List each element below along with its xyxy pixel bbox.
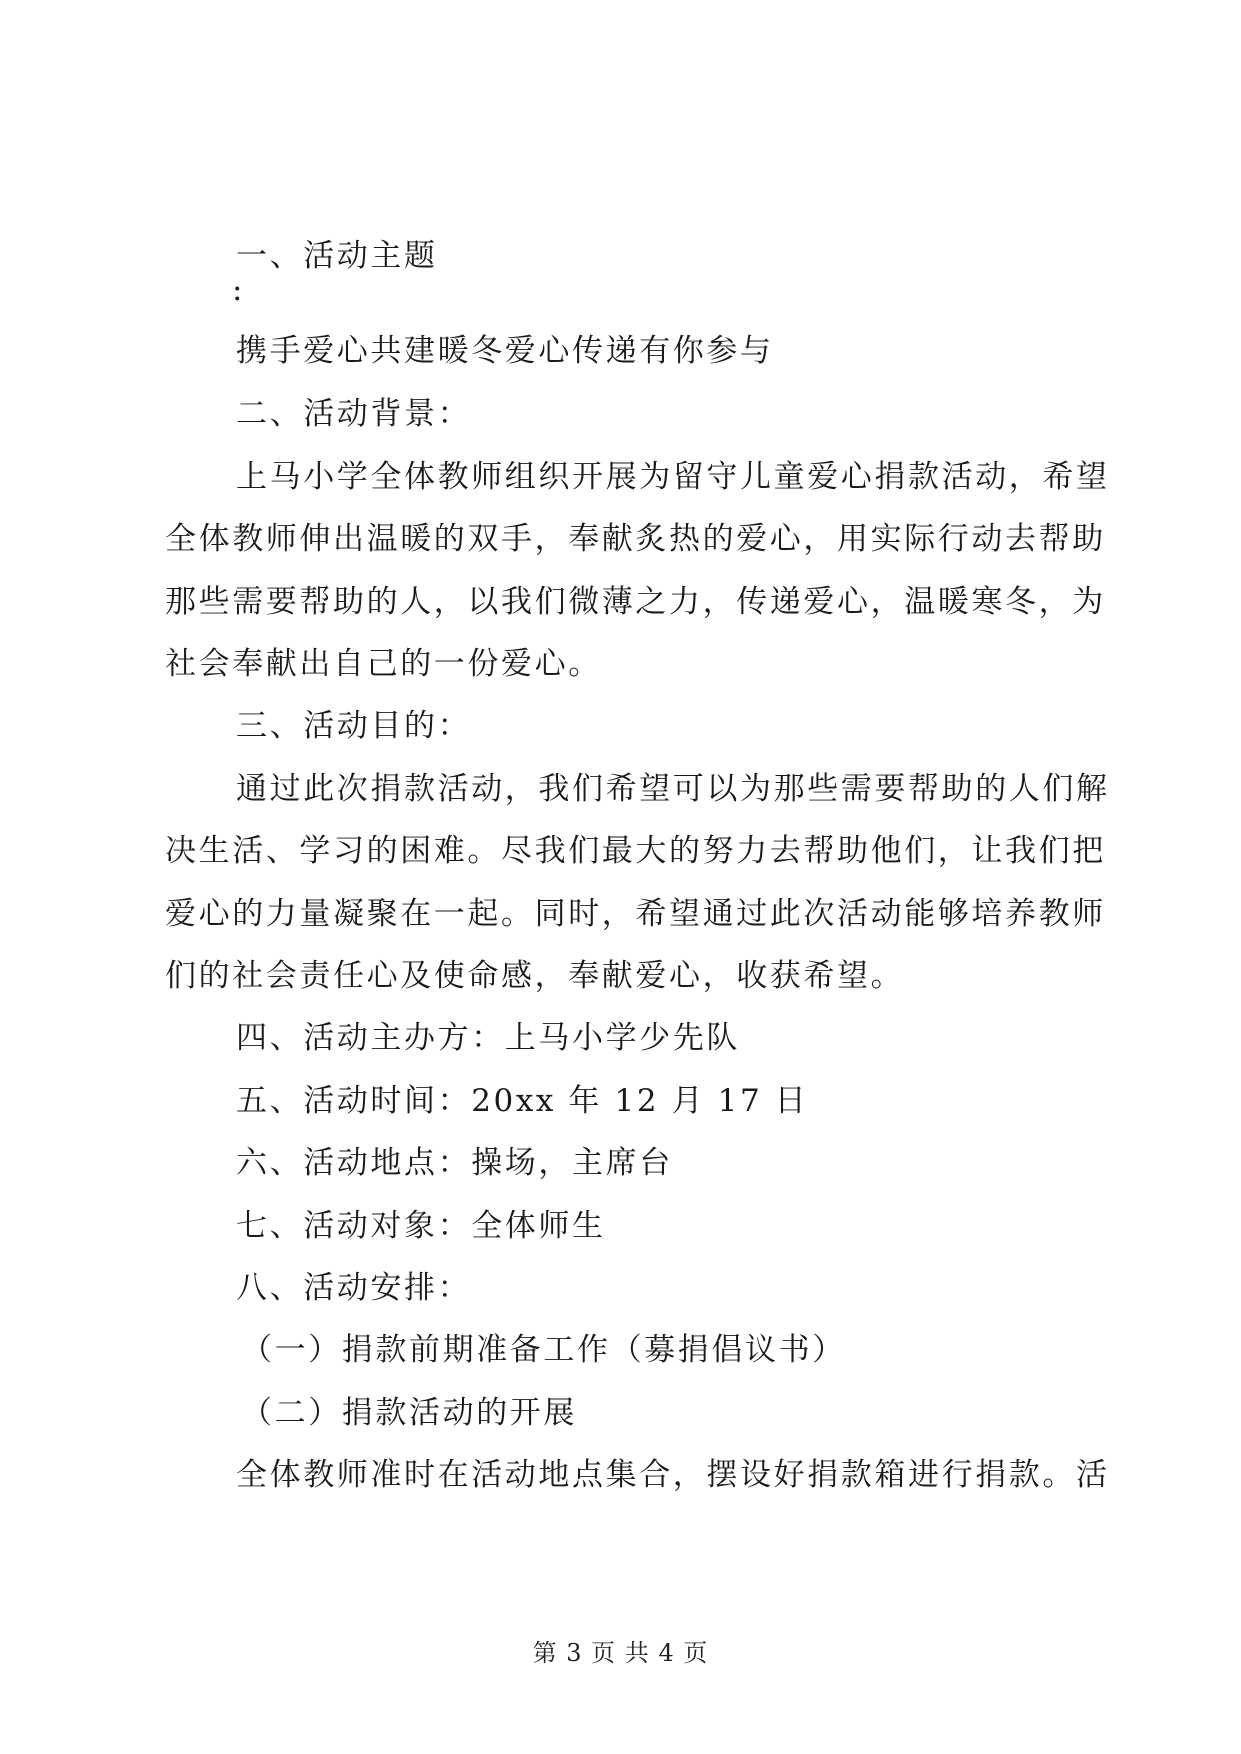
paragraph-line: 爱心的力量凝聚在一起。同时，希望通过此次活动能够培养教师	[165, 896, 1106, 932]
heading-activity-purpose: 三、活动目的：	[236, 708, 472, 744]
heading-activity-target: 七、活动对象：全体师生	[236, 1208, 606, 1244]
heading-activity-arrangement: 八、活动安排：	[236, 1270, 472, 1306]
paragraph-line: 全体教师准时在活动地点集合，摆设好捐款箱进行捐款。活	[236, 1457, 1110, 1493]
paragraph-line: 决生活、学习的困难。尽我们最大的努力去帮助他们，让我们把	[165, 833, 1106, 869]
colon-line: :	[232, 272, 246, 308]
theme-text: 携手爱心共建暖冬爱心传递有你参与	[236, 333, 774, 369]
paragraph-line: 全体教师伸出温暖的双手，奉献炙热的爱心，用实际行动去帮助	[165, 521, 1106, 557]
paragraph-line: 社会奉献出自己的一份爱心。	[165, 646, 602, 682]
heading-activity-location: 六、活动地点：操场，主席台	[236, 1145, 673, 1181]
paragraph-line: 通过此次捐款活动，我们希望可以为那些需要帮助的人们解	[236, 771, 1110, 807]
paragraph-line: 那些需要帮助的人，以我们微薄之力，传递爱心，温暖寒冬，为	[165, 584, 1106, 620]
subheading-execution: （二）捐款活动的开展	[241, 1395, 577, 1431]
page-footer: 第 3 页 共 4 页	[532, 1639, 709, 1667]
heading-activity-time: 五、活动时间：20xx 年 12 月 17 日	[236, 1083, 809, 1119]
heading-activity-background: 二、活动背景：	[236, 396, 472, 432]
heading-activity-organizer: 四、活动主办方：上马小学少先队	[236, 1020, 740, 1056]
heading-activity-theme: 一、活动主题	[236, 238, 438, 274]
paragraph-line: 们的社会责任心及使命感，奉献爱心，收获希望。	[165, 958, 905, 994]
paragraph-line: 上马小学全体教师组织开展为留守儿童爱心捐款活动，希望	[236, 459, 1110, 495]
subheading-preparation: （一）捐款前期准备工作（募捐倡议书）	[241, 1332, 846, 1368]
